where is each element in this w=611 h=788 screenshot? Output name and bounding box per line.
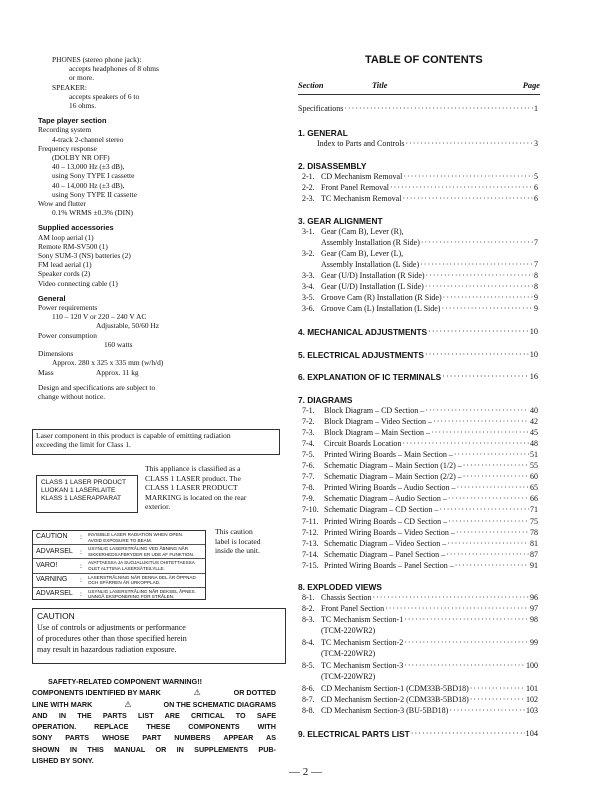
class1-laser-label: [36, 475, 138, 513]
toc-section-general[interactable]: 1. GENERAL: [298, 128, 348, 138]
toc-entry[interactable]: 8-3. TC Mechanism Section-1 ····· 98: [302, 615, 538, 625]
caution-box-line: Use of controls or adjustments or performance: [37, 623, 186, 632]
toc-section-ic-terminals[interactable]: 6. EXPLANATION OF IC TERMINALS ····· 16: [298, 372, 538, 382]
caution-row-label: VARO!: [36, 561, 58, 569]
page-number: — 2 —: [289, 766, 322, 778]
spec-line: Video connecting cable (1): [38, 278, 118, 288]
spec-line: using Sony TYPE I cassette: [52, 171, 135, 181]
caution-row-label: ADVARSEL: [36, 590, 73, 598]
spec-line: (DOLBY NR OFF): [52, 153, 110, 163]
safety-line: ON THE SCHEMATIC DIAGRAMS: [163, 699, 276, 709]
class1-label-line: CLASS 1 LASER PRODUCT: [41, 479, 127, 486]
spec-line: SPEAKER:: [52, 82, 87, 92]
laser-warning-box: [32, 429, 280, 455]
toc-entry-diagram[interactable]: 7-11. Printed Wiring Boards – CD Section – ····· 75: [302, 517, 538, 527]
toc-entry-diagram[interactable]: 7-8. Printed Wiring Boards – Audio Section – ····· 65: [302, 483, 538, 493]
caution-row-line: LASERSTRÅLNING NÄR DENNA DEL ÄR ÖPPNAD: [88, 574, 196, 580]
caution-row-label: VARNING: [36, 575, 68, 583]
toc-section-exploded-views[interactable]: 8. EXPLODED VIEWS: [298, 582, 382, 592]
caution-box-line: of procedures other than those specified herein: [37, 634, 187, 643]
spec-heading: Tape player section: [38, 116, 107, 126]
toc-entry[interactable]: Index to Parts and Controls ····· 3: [317, 139, 538, 149]
caution-row: [33, 573, 205, 587]
caution-row-text: [88, 589, 196, 600]
safety-line: LISHED BY SONY.: [32, 756, 94, 766]
caution-row-line: OCH SPÄRREN ÄR URKOPPLAD.: [88, 580, 161, 586]
toc-section-parts-list[interactable]: 9. ELECTRICAL PARTS LIST ····· 104: [298, 729, 538, 739]
toc-entry[interactable]: 3-3. Gear (U/D) Installation (R Side) ····· 8: [302, 271, 538, 281]
toc-col-title: Title: [372, 81, 388, 90]
caution-row: [33, 587, 205, 601]
safety-line: AND IN THE PARTS LIST ARE CRITICAL TO SAFE: [32, 710, 276, 720]
toc-title: TABLE OF CONTENTS: [365, 54, 483, 66]
caution-rows: [33, 531, 205, 601]
caution-row-text: [88, 532, 183, 543]
caution-row-text: [88, 575, 196, 586]
toc-entry-diagram[interactable]: 7-2. Block Diagram – Video Section – ····· 42: [302, 417, 538, 427]
toc-entry[interactable]: 8-5. TC Mechanism Section-3 ····· 100: [302, 661, 538, 671]
caution-row-line: AVATTAESSA JA SUOJALUKITUS OHITETTAESSA: [88, 560, 195, 566]
spec-line: 160 watts: [104, 339, 133, 349]
caution-row-line: AVOID EXPOSURE TO BEAM.: [88, 537, 152, 543]
caution-box-line: may result in hazardous radiation exposure.: [37, 645, 177, 654]
spec-line: 40 – 13,000 Hz (±3 dB),: [52, 162, 125, 172]
toc-entry[interactable]: 2-3. TC Mechanism Removal ····· 6: [302, 194, 538, 204]
toc-entry-cont[interactable]: Assembly Installation (L Side) ····· 7: [321, 260, 538, 270]
caution-row: [33, 544, 205, 558]
safety-line: SHOWN IN THIS MANUAL OR IN SUPPLEMENTS PUB-: [32, 744, 276, 754]
toc-section-gear-alignment[interactable]: 3. GEAR ALIGNMENT: [298, 216, 383, 226]
caution-box: [32, 608, 286, 664]
caution-side-line: inside the unit.: [215, 546, 260, 556]
class1-description: [145, 464, 246, 512]
caution-row-line: USYNLIG LASERSTRÅLING VED ÅBNING NÅR: [88, 546, 189, 552]
spec-heading: Supplied accessories: [38, 223, 114, 233]
spec-mass-label: Mass: [38, 367, 54, 377]
laser-warning-line: Laser component in this product is capable of emitting radiation: [36, 431, 231, 440]
safety-line: SONY PARTS WHOSE PART NUMBERS APPEAR AS: [32, 733, 276, 743]
toc-entry-diagram[interactable]: 7-14. Schematic Diagram – Panel Section – ····· 87: [302, 550, 538, 560]
caution-row-text: [88, 560, 195, 571]
spec-line: FM lead aerial (1): [38, 260, 92, 270]
toc-entry-cont[interactable]: Assembly Installation (R Side) ····· 7: [321, 238, 538, 248]
caution-row-line: INVISIBLE LASER RADIATION WHEN OPEN.: [88, 532, 184, 537]
spec-line: 40 – 14,000 Hz (±3 dB),: [52, 180, 125, 190]
warning-triangle-icon: ⚠: [193, 688, 201, 698]
safety-line: OR DOTTED: [233, 688, 276, 698]
spec-line: Speaker cords (2): [38, 269, 91, 279]
spec-line: AM loop aerial (1): [38, 232, 94, 242]
caution-row: [33, 558, 205, 572]
caution-row-line: USYNLIG LASERSTRÅLING NÅR DEKSEL ÅPNES.: [88, 588, 196, 594]
class1-desc-line: exterior.: [145, 502, 171, 512]
spec-line: Dimensions: [38, 349, 74, 359]
toc-entry-diagram[interactable]: 7-1. Block Diagram – CD Section – ····· 40: [302, 406, 538, 416]
spec-note: Design and specifications are subject to: [38, 382, 156, 392]
warning-triangle-icon: ⚠: [124, 699, 132, 709]
toc-entry-cont[interactable]: (TCM-220WR2): [321, 649, 376, 658]
toc-entry[interactable]: 8-7. CD Mechanism Section-2 (CDM33B-5BD18) ····· 102: [302, 695, 538, 705]
toc-section-disassembly[interactable]: 2. DISASSEMBLY: [298, 161, 367, 171]
spec-line: Adjustable, 50/60 Hz: [96, 321, 160, 331]
caution-row-line: OLET ALTTIINA LASERSÄTEILYLLE.: [88, 565, 165, 571]
toc-entry[interactable]: 8-2. Front Panel Section ····· 97: [302, 604, 538, 614]
class1-desc-line: This appliance is classified as a: [145, 464, 241, 473]
caution-row-label: ADVARSEL: [36, 547, 73, 555]
toc-entry-diagram[interactable]: 7-7. Schematic Diagram – Main Section (2/2) – ····· 60: [302, 472, 538, 482]
toc-entry-diagram[interactable]: 7-3. Block Diagram – Main Section – ····· 45: [302, 428, 538, 438]
caution-row-text: [88, 546, 194, 557]
spec-line: PHONES (stereo phone jack):: [52, 55, 142, 64]
specifications-column: [38, 55, 258, 401]
spec-heading: General: [38, 293, 66, 303]
toc-entry[interactable]: 3-2. Gear (Cam B), Lever (L),: [302, 249, 404, 258]
toc-entry[interactable]: 3-1. Gear (Cam B), Lever (R),: [302, 227, 404, 236]
spec-mass-value: Approx. 11 kg: [96, 367, 139, 377]
toc-entry-cont[interactable]: (TCM-220WR2): [321, 672, 376, 681]
class1-label-line: KLASS 1 LASERAPPARAT: [41, 495, 122, 502]
spec-line: accepts speakers of 6 to: [69, 91, 140, 101]
spec-line: or more.: [69, 73, 95, 83]
class1-desc-line: MARKING is located on the rear: [145, 492, 247, 502]
spec-line: Sony SUM-3 (NS) batteries (2): [38, 251, 131, 261]
class1-desc-line: CLASS 1 LASER product. The: [145, 473, 241, 483]
toc-entry-diagram[interactable]: 7-10. Schematic Diagram – CD Section – ····· 71: [302, 505, 538, 515]
toc-entry-diagram[interactable]: 7-5. Printed Wiring Boards – Main Section – ····· 51: [302, 450, 538, 460]
toc-entry[interactable]: 8-4. TC Mechanism Section-2 ····· 99: [302, 638, 538, 648]
toc-entry[interactable]: 3-5. Groove Cam (R) Installation (R Side) ····· 9: [302, 293, 538, 303]
toc-section-diagrams[interactable]: 7. DIAGRAMS: [298, 395, 353, 405]
toc-entry[interactable]: 2-2. Front Panel Removal ····· 6: [302, 183, 538, 193]
spec-line: Wow and flutter: [38, 199, 86, 209]
class1-desc-line: CLASS 1 LASER PRODUCT: [145, 483, 238, 493]
caution-row-separator: :: [80, 533, 82, 542]
caution-row-separator: :: [80, 590, 82, 599]
toc-section-mechanical[interactable]: 4. MECHANICAL ADJUSTMENTS ····· 10: [298, 327, 538, 337]
laser-warning-line: exceeding the limit for Class 1.: [36, 440, 131, 450]
spec-line: 4-track 2-channel stereo: [52, 134, 124, 144]
spec-line: Approx. 280 x 325 x 335 mm (w/h/d): [52, 358, 164, 368]
caution-box-title: CAUTION: [37, 611, 75, 621]
caution-row-separator: :: [80, 547, 82, 556]
safety-warning: [32, 676, 276, 766]
toc-entry[interactable]: 8-1. Chassis Section ····· 96: [302, 593, 538, 603]
spec-line: Remote RM-SV500 (1): [38, 241, 108, 251]
safety-line: OPERATION. REPLACE THESE COMPONENTS WITH: [32, 722, 276, 732]
toc-col-section: Section: [298, 81, 324, 90]
spec-line: 0.1% WRMS ±0.3% (DIN): [52, 208, 133, 218]
toc-entry-diagram[interactable]: 7-13. Schematic Diagram – Video Section – ····· 81: [302, 539, 538, 549]
spec-line: Power consumption: [38, 330, 97, 340]
caution-label: [32, 530, 206, 600]
toc-entry-diagram[interactable]: 7-9. Schematic Diagram – Audio Section – ····· 66: [302, 494, 538, 504]
caution-row-label: CAUTION: [36, 533, 68, 541]
safety-title: SAFETY-RELATED COMPONENT WARNING!!: [48, 677, 202, 686]
caution-side-line: This caution: [215, 527, 253, 536]
caution-row-line: SIKKERHEDSAFBRYDER ER UDE AF FUNKTION.: [88, 551, 195, 557]
toc-entry[interactable]: 3-6. Groove Cam (L) Installation (L Side) ····· 9: [302, 304, 538, 314]
toc-entry-diagram[interactable]: 7-6. Schematic Diagram – Main Section (1/2) – ····· 55: [302, 461, 538, 471]
toc-entry-cont[interactable]: (TCM-220WR2): [321, 626, 376, 635]
toc-section-electrical[interactable]: 5. ELECTRICAL ADJUSTMENTS ····· 10: [298, 350, 538, 360]
spec-line: Frequency response: [38, 143, 97, 153]
caution-row-separator: :: [80, 575, 82, 584]
spec-line: Recording system: [38, 125, 92, 135]
toc-col-page: Page: [522, 81, 540, 90]
toc-entry-diagram[interactable]: 7-15. Printed Wiring Boards – Panel Section – ····· 91: [302, 561, 538, 571]
spec-line: Power requirements: [38, 303, 98, 313]
spec-line: using Sony TYPE II cassette: [52, 189, 137, 199]
toc-entry-diagram[interactable]: 7-12. Printed Wiring Boards – Video Section – ····· 78: [302, 528, 538, 538]
toc-entry[interactable]: 2-1. CD Mechanism Removal ····· 5: [302, 172, 538, 182]
toc-entry[interactable]: 3-4. Gear (U/D) Installation (L Side) ····· 8: [302, 282, 538, 292]
spec-line: accepts headphones of 8 ohms: [69, 64, 159, 74]
spec-line: [38, 368, 258, 377]
spec-line: 16 ohms.: [69, 101, 97, 111]
safety-line: LINE WITH MARK: [32, 699, 93, 709]
toc-entry-specifications[interactable]: Specifications ····· 1: [298, 104, 538, 114]
caution-row-line: UNNGÅ EKSPONERING FOR STRÅLEN.: [88, 594, 175, 600]
caution-row-separator: :: [80, 561, 82, 570]
spec-line: 110 – 120 V or 220 – 240 V AC: [52, 312, 147, 322]
caution-side-line: label is located: [215, 536, 261, 546]
safety-line: COMPONENTS IDENTIFIED BY MARK: [32, 688, 161, 698]
caution-row: [33, 531, 205, 544]
class1-label-line: LUOKAN 1 LASERLAITE: [41, 487, 116, 494]
caution-side-note: [215, 527, 261, 556]
spec-note: change without notice.: [38, 391, 106, 401]
toc-entry-diagram[interactable]: 7-4. Circuit Boards Location ····· 48: [302, 439, 538, 449]
toc-entry[interactable]: 8-8. CD Mechanism Section-3 (BU-5BD18) ····· 103: [302, 706, 538, 716]
toc-entry[interactable]: 8-6. CD Mechanism Section-1 (CDM33B-5BD18) ····· 101: [302, 684, 538, 694]
toc-header-rule: [298, 94, 540, 95]
